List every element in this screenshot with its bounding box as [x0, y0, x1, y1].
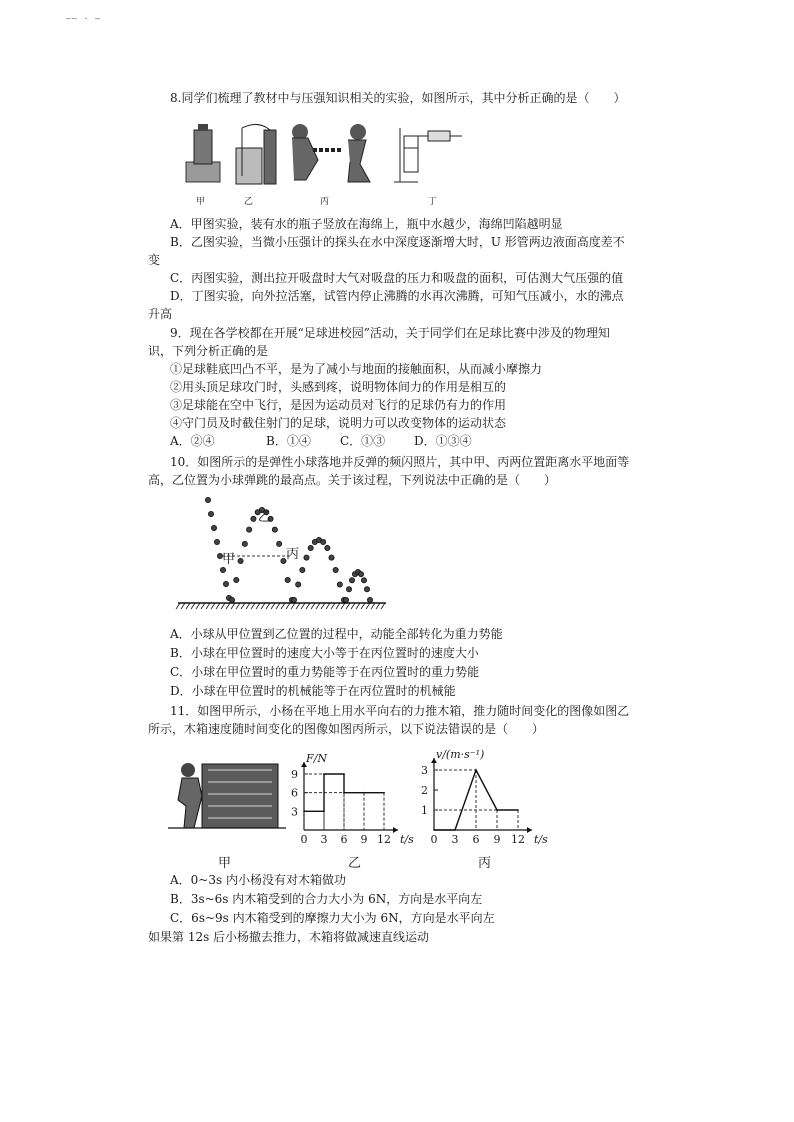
- ground-hatch: [276, 603, 280, 609]
- ball-dot: [229, 597, 234, 602]
- q11-stem-2: 所示，木箱速度随时间变化的图像如图丙所示，以下说法错误的是（ ）: [148, 722, 545, 736]
- q10-label-jia: 甲: [222, 552, 236, 567]
- velocity-time-chart: [418, 742, 548, 846]
- ground-hatch: [351, 603, 355, 609]
- ground-hatch: [336, 603, 340, 609]
- ground-hatch: [241, 603, 245, 609]
- data-point: [323, 811, 325, 813]
- pushing-box-figure: [168, 756, 288, 836]
- header-mark: —— · —: [66, 14, 101, 23]
- x-tick-label: 0: [430, 833, 438, 846]
- ground-hatch: [236, 603, 240, 609]
- ground-hatch: [341, 603, 345, 609]
- x-tick-label: 6: [340, 833, 348, 846]
- data-point: [343, 773, 345, 775]
- ground-hatch: [306, 603, 310, 609]
- y-tick-label: 2: [421, 784, 428, 797]
- ground-hatch: [181, 603, 185, 609]
- q8-option-b-cont: 变: [148, 253, 161, 267]
- q10-option-b: B．小球在甲位置时的速度大小等于在丙位置时的速度大小: [170, 646, 479, 660]
- ground-hatch: [286, 603, 290, 609]
- q8-option-c: C．丙图实验，测出拉开吸盘时大气对吸盘的压力和吸盘的面积，可估测大气压强的值: [170, 271, 624, 285]
- syringe-test-tube-figure: [394, 128, 462, 182]
- ball-dot: [238, 558, 243, 563]
- ground-hatch: [246, 603, 250, 609]
- ball-dot: [220, 567, 225, 572]
- q10-stem-1: 10．如图所示的是弹性小球落地并反弹的频闪照片，其中甲、丙两位置距离水平地面等: [170, 455, 630, 469]
- ball-dot: [358, 572, 363, 577]
- pressure-gauge-figure: [236, 124, 276, 184]
- q9-stem-2: 识，下列分析正确的是: [148, 344, 269, 358]
- data-point: [475, 769, 477, 771]
- data-point: [303, 811, 305, 813]
- ball-dot: [242, 541, 247, 546]
- x-tick-label: 6: [472, 833, 480, 846]
- q9-choice-d: D．①③④: [414, 434, 472, 448]
- ground-hatch: [256, 603, 260, 609]
- data-point: [383, 792, 385, 794]
- y-tick-label: 9: [291, 768, 298, 781]
- ground-hatch: [296, 603, 300, 609]
- ball-dot: [321, 539, 326, 544]
- ground-hatch: [186, 603, 190, 609]
- q9-item-2: ②用头顶足球攻门时，头感到疼，说明物体间力的作用是相互的: [170, 380, 507, 394]
- q8-option-a: A．甲图实验，装有水的瓶子竖放在海绵上，瓶中水越少，海绵凹陷越明显: [170, 217, 563, 231]
- ball-dot: [367, 597, 372, 602]
- ground-hatch: [291, 603, 295, 609]
- tug-of-war-figure: [292, 124, 370, 182]
- data-point: [323, 773, 325, 775]
- ball-dot: [285, 577, 290, 582]
- x-tick-label: 9: [493, 833, 501, 846]
- q11-label-bing: 丙: [478, 856, 492, 871]
- q11-stem-1: 11．如图甲所示，小杨在平地上用水平向右的力推木箱，推力随时间变化的图像如图乙: [170, 704, 630, 718]
- ball-dot: [251, 516, 256, 521]
- ground-hatch: [371, 603, 375, 609]
- ground-hatch: [176, 603, 180, 609]
- y-tick-label: 1: [421, 804, 428, 817]
- ball-dot: [300, 567, 305, 572]
- ball-dot: [223, 581, 228, 586]
- q8-label-ding: 丁: [428, 197, 438, 207]
- q10-option-a: A．小球从甲位置到乙位置的过程中，动能全部转化为重力势能: [170, 627, 503, 641]
- q8-figures: [178, 120, 468, 190]
- q10-label-yi: 乙: [258, 510, 272, 525]
- data-point: [343, 792, 345, 794]
- y-tick-label: 3: [421, 764, 428, 777]
- ball-dot: [291, 597, 296, 602]
- q11-option-b: B．3s~6s 内木箱受到的合力大小为 6N，方向是水平向左: [170, 892, 483, 906]
- q9-choice-c: C．①③: [340, 434, 386, 448]
- q9-item-1: ①足球鞋底凹凸不平，是为了减小与地面的接触面积，从而减小摩擦力: [170, 362, 543, 376]
- ground-hatch: [211, 603, 215, 609]
- q10-option-d: D．小球在甲位置时的机械能等于在丙位置时的机械能: [170, 684, 456, 698]
- bouncing-ball-figure: [172, 490, 392, 618]
- ball-dot: [333, 567, 338, 572]
- guide-lines: [434, 770, 518, 830]
- ball-dot: [329, 555, 334, 560]
- ground-hatch: [321, 603, 325, 609]
- ground-hatch: [226, 603, 230, 609]
- ground-hatch: [261, 603, 265, 609]
- q8-label-yi: 乙: [244, 197, 254, 207]
- x-tick-label: 9: [360, 833, 368, 846]
- ball-dot: [337, 582, 342, 587]
- ball-dot: [343, 597, 348, 602]
- y-tick-label: 6: [291, 786, 298, 800]
- x-tick-label: 12: [511, 833, 525, 846]
- ground-hatch: [196, 603, 200, 609]
- q11-option-a: A．0~3s 内小杨没有对木箱做功: [170, 873, 346, 887]
- q11-option-d: 如果第 12s 后小杨撤去推力，木箱将做减速直线运动: [148, 930, 430, 944]
- ground-hatch: [191, 603, 195, 609]
- ball-dot: [211, 525, 216, 530]
- q10-label-bing: 丙: [286, 547, 300, 562]
- data-point: [496, 809, 498, 811]
- ball-dot: [349, 578, 354, 583]
- q10-option-c: C．小球在甲位置时的重力势能等于在丙位置时的重力势能: [170, 665, 480, 679]
- q8-option-b: B．乙图实验，当微小压强计的探头在水中深度逐渐增大时，U 形管两边液面高度差不: [170, 235, 625, 249]
- ground-hatch: [326, 603, 330, 609]
- x-axis-label: t/s: [534, 833, 548, 846]
- data-point: [363, 792, 365, 794]
- bottle-on-sponge-figure: [186, 124, 220, 182]
- ground-hatch: [311, 603, 315, 609]
- q9-choice-a: A．②④: [170, 434, 215, 448]
- ball-dot: [296, 582, 301, 587]
- ground-hatch: [206, 603, 210, 609]
- x-axis-arrow: [393, 827, 398, 833]
- ball-dot: [364, 587, 369, 592]
- q8-stem: 8.同学们梳理了教材中与压强知识相关的实验，如图所示，其中分析正确的是（ ）: [170, 91, 626, 105]
- ball-dot: [325, 545, 330, 550]
- force-time-chart: [290, 742, 414, 846]
- q10-stem-2: 高，乙位置为小球弹跳的最高点。关于该过程，下列说法中正确的是（ ）: [148, 473, 557, 487]
- y-axis-label: F/N: [306, 752, 327, 765]
- ball-dot: [205, 497, 210, 502]
- x-tick-label: 12: [377, 833, 391, 846]
- ball-dot: [304, 555, 309, 560]
- ground-hatch: [216, 603, 220, 609]
- ground-hatch: [251, 603, 255, 609]
- ground-hatch: [221, 603, 225, 609]
- q8-option-d: D．丁图实验，向外拉活塞，试管内停止沸腾的水再次沸腾，可知气压减小，水的沸点: [170, 289, 624, 303]
- ground-hatch: [366, 603, 370, 609]
- q11-label-yi: 乙: [348, 856, 362, 871]
- x-axis-label: t/s: [400, 833, 414, 846]
- ground-hatch: [271, 603, 275, 609]
- q8-label-bing: 丙: [320, 197, 330, 207]
- ball-dot: [214, 539, 219, 544]
- q9-choice-b: B．①④: [266, 434, 311, 448]
- ball-dot: [361, 578, 366, 583]
- ground-hatch: [381, 603, 385, 609]
- data-point: [433, 829, 435, 831]
- q8-option-d-cont: 升高: [148, 307, 173, 321]
- q9-stem-1: 9．现在各学校都在开展“足球进校园”活动，关于同学们在足球比赛中涉及的物理知: [170, 326, 610, 340]
- ground-hatch: [346, 603, 350, 609]
- q8-label-jia: 甲: [196, 197, 206, 207]
- ground-hatch: [201, 603, 205, 609]
- q11-label-jia: 甲: [218, 856, 232, 871]
- ground-hatch: [301, 603, 305, 609]
- ball-dot: [272, 527, 277, 532]
- ground-hatch: [281, 603, 285, 609]
- ground-hatch: [316, 603, 320, 609]
- data-point: [517, 809, 519, 811]
- q11-option-c: C．6s~9s 内木箱受到的摩擦力大小为 6N，方向是水平向左: [170, 911, 495, 925]
- ground-hatch: [331, 603, 335, 609]
- x-axis-arrow: [527, 827, 532, 833]
- ball-dot: [247, 527, 252, 532]
- ground-hatch: [356, 603, 360, 609]
- q9-item-3: ③足球能在空中飞行，是因为运动员对飞行的足球仍有力的作用: [170, 398, 507, 412]
- ball-dot: [234, 577, 239, 582]
- ground-hatch: [361, 603, 365, 609]
- x-tick-label: 3: [320, 833, 328, 846]
- data-point: [454, 829, 456, 831]
- x-tick-label: 0: [300, 833, 308, 846]
- ball-dot: [346, 587, 351, 592]
- y-axis-label: v/(m·s⁻¹): [436, 748, 485, 761]
- q9-item-4: ④守门员及时截住射门的足球，说明力可以改变物体的运动状态: [170, 416, 507, 430]
- ground-hatch: [376, 603, 380, 609]
- ball-dot: [277, 541, 282, 546]
- ground-hatch: [231, 603, 235, 609]
- ball-dot: [308, 545, 313, 550]
- y-tick-label: 3: [291, 805, 298, 819]
- ball-dot: [208, 511, 213, 516]
- ground-hatch: [266, 603, 270, 609]
- x-tick-label: 3: [451, 833, 459, 846]
